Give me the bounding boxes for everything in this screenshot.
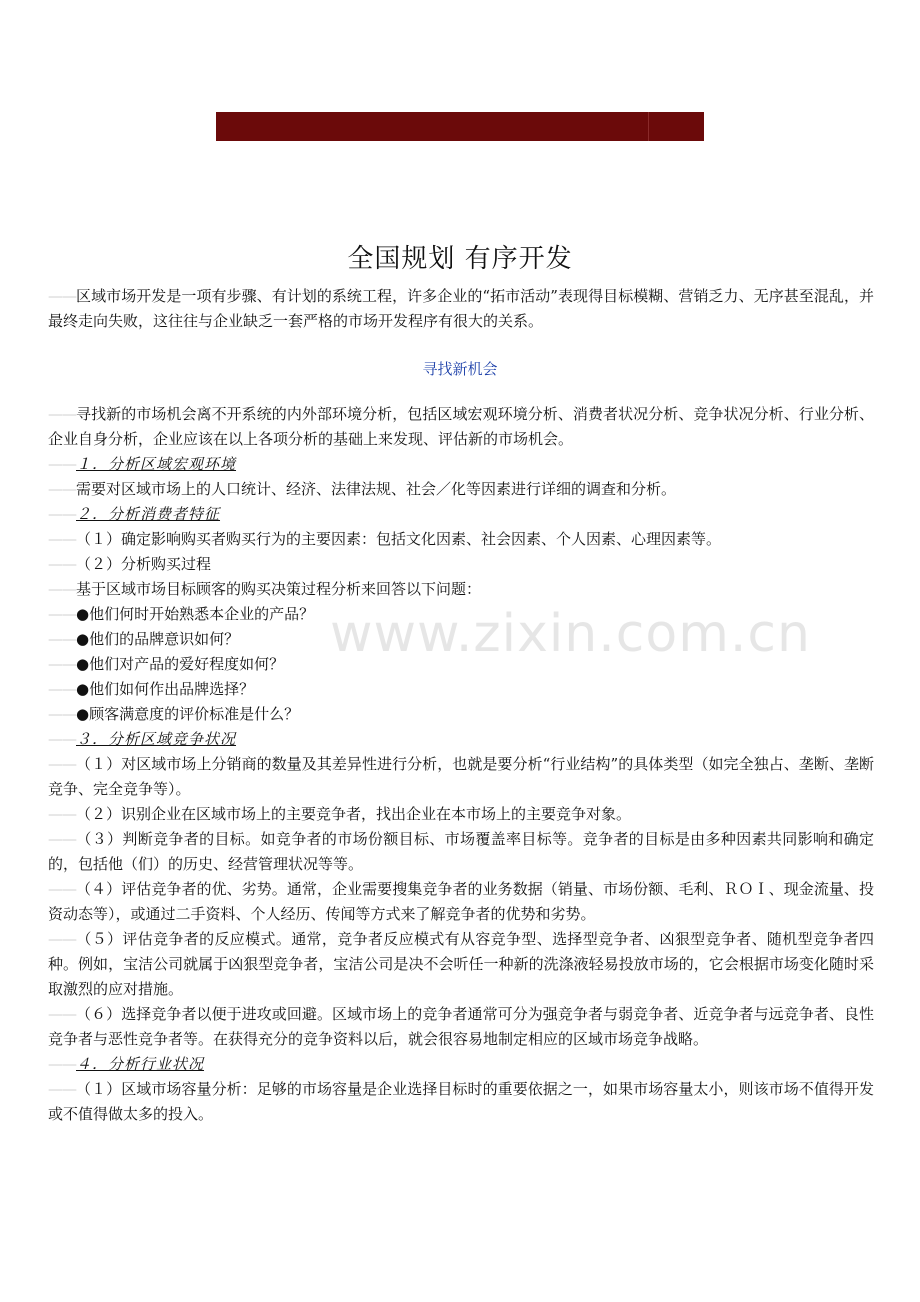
lead-dash: —— xyxy=(48,680,76,698)
subheading-text: ４．分析行业状况 xyxy=(76,1055,205,1073)
paragraph xyxy=(48,477,874,502)
lead-dash: —— xyxy=(48,830,76,848)
subheading xyxy=(48,502,874,527)
lead-dash: —— xyxy=(48,1080,76,1098)
subheading xyxy=(48,727,874,752)
paragraph xyxy=(48,827,874,877)
subheading-text: １．分析区域宏观环境 xyxy=(76,455,237,473)
lead-dash: —— xyxy=(48,455,76,473)
lead-dash: —— xyxy=(48,805,76,823)
lead-dash: —— xyxy=(48,287,76,305)
lead-dash: —— xyxy=(48,880,76,898)
section-heading: 寻找新机会 xyxy=(422,360,498,378)
bullet-item xyxy=(48,602,874,627)
paragraph-text: （１）区域市场容量分析：足够的市场容量是企业选择目标时的重要依据之一，如果市场容量太小，则该市场不值得开发或不值得做太多的投入。 xyxy=(48,1080,874,1123)
intro-paragraph xyxy=(48,284,874,334)
lead-dash: —— xyxy=(48,555,76,573)
lead-dash: —— xyxy=(48,580,76,598)
lead-dash: —— xyxy=(48,1005,76,1023)
paragraph-text: （６）选择竞争者以便于进攻或回避。区域市场上的竞争者通常可分为强竞争者与弱竞争者、近竞争者与远竞争者、良性竞争者与恶性竞争者等。在获得充分的竞争资料以后，就会很容易地制定相应的区域市场竞争战略。 xyxy=(48,1005,874,1048)
bullet-item xyxy=(48,627,874,652)
lead-dash: —— xyxy=(48,730,76,748)
banner-divider xyxy=(648,112,649,141)
lead-dash: —— xyxy=(48,480,76,498)
intro-text: 区域市场开发是一项有步骤、有计划的系统工程，许多企业的“拓市活动”表现得目标模糊、营销乏力、无序甚至混乱，并最终走向失败，这往往与企业缺乏一套严格的市场开发程序有很大的关系。 xyxy=(48,287,874,330)
header-banner xyxy=(216,112,704,141)
subheading-text: ２．分析消费者特征 xyxy=(76,505,221,523)
paragraph xyxy=(48,1002,874,1052)
bullet-text: ●他们对产品的爱好程度如何？ xyxy=(76,655,285,673)
lead-dash: —— xyxy=(48,605,76,623)
lead-dash: —— xyxy=(48,705,76,723)
paragraph xyxy=(48,402,874,452)
paragraph-text: （３）判断竞争者的目标。如竞争者的市场份额目标、市场覆盖率目标等。竞争者的目标是由多种因素共同影响和确定的，包括他（们）的历史、经营管理状况等等。 xyxy=(48,830,874,873)
paragraph-text: 基于区域市场目标顾客的购买决策过程分析来回答以下问题： xyxy=(76,580,482,598)
lead-dash: —— xyxy=(48,630,76,648)
paragraph-text: （１）对区域市场上分销商的数量及其差异性进行分析，也就是要分析“行业结构”的具体类型（如完全独占、垄断、垄断竞争、完全竞争等）。 xyxy=(48,755,874,798)
paragraph xyxy=(48,752,874,802)
bullet-text: ●顾客满意度的评价标准是什么？ xyxy=(76,705,300,723)
lead-dash: —— xyxy=(48,755,76,773)
paragraph-text: （１）确定影响购买者购买行为的主要因素：包括文化因素、社会因素、个人因素、心理因素等。 xyxy=(76,530,722,548)
paragraph xyxy=(48,527,874,552)
watermark: www.zixin.com.cn xyxy=(330,604,811,664)
lead-dash: —— xyxy=(48,655,76,673)
bullet-item xyxy=(48,652,874,677)
lead-dash: —— xyxy=(48,505,76,523)
paragraph-text: （２）识别企业在区域市场上的主要竞争者，找出企业在本市场上的主要竞争对象。 xyxy=(76,805,632,823)
paragraph-text: （２）分析购买过程 xyxy=(76,555,212,573)
paragraph xyxy=(48,802,874,827)
lead-dash: —— xyxy=(48,930,76,948)
bullet-item xyxy=(48,677,874,702)
paragraph xyxy=(48,877,874,927)
bullet-item xyxy=(48,702,874,727)
lead-dash: —— xyxy=(48,405,76,423)
lead-dash: —— xyxy=(48,530,76,548)
paragraph xyxy=(48,927,874,1002)
document-body xyxy=(48,402,874,1127)
subheading xyxy=(48,452,874,477)
subheading xyxy=(48,1052,874,1077)
paragraph-text: 需要对区域市场上的人口统计、经济、法律法规、社会／化等因素进行详细的调查和分析。 xyxy=(76,480,677,498)
paragraph-text: 寻找新的市场机会离不开系统的内外部环境分析，包括区域宏观环境分析、消费者状况分析、竞争状况分析、行业分析、企业自身分析，企业应该在以上各项分析的基础上来发现、评估新的市场机会。 xyxy=(48,405,874,448)
paragraph xyxy=(48,577,874,602)
subheading-text: ３．分析区域竞争状况 xyxy=(76,730,237,748)
document-title: 全国规划 有序开发 xyxy=(347,244,573,274)
bullet-text: ●他们的品牌意识如何？ xyxy=(76,630,240,648)
paragraph xyxy=(48,552,874,577)
bullet-text: ●他们何时开始熟悉本企业的产品？ xyxy=(76,605,315,623)
bullet-text: ●他们如何作出品牌选择？ xyxy=(76,680,255,698)
paragraph-text: （４）评估竞争者的优、劣势。通常，企业需要搜集竞争者的业务数据（销量、市场份额、毛利、ＲＯＩ、现金流量、投资动态等），或通过二手资料、个人经历、传闻等方式来了解竞争者的优势和劣势。 xyxy=(48,880,874,923)
paragraph-text: （５）评估竞争者的反应模式。通常，竞争者反应模式有从容竞争型、选择型竞争者、凶狠型竞争者、随机型竞争者四种。例如，宝洁公司就属于凶狠型竞争者，宝洁公司是决不会听任一种新的洗涤液轻易投放市场的，它会根据市场变化随时采取激烈的应对措施。 xyxy=(48,930,874,998)
paragraph xyxy=(48,1077,874,1127)
lead-dash: —— xyxy=(48,1055,76,1073)
